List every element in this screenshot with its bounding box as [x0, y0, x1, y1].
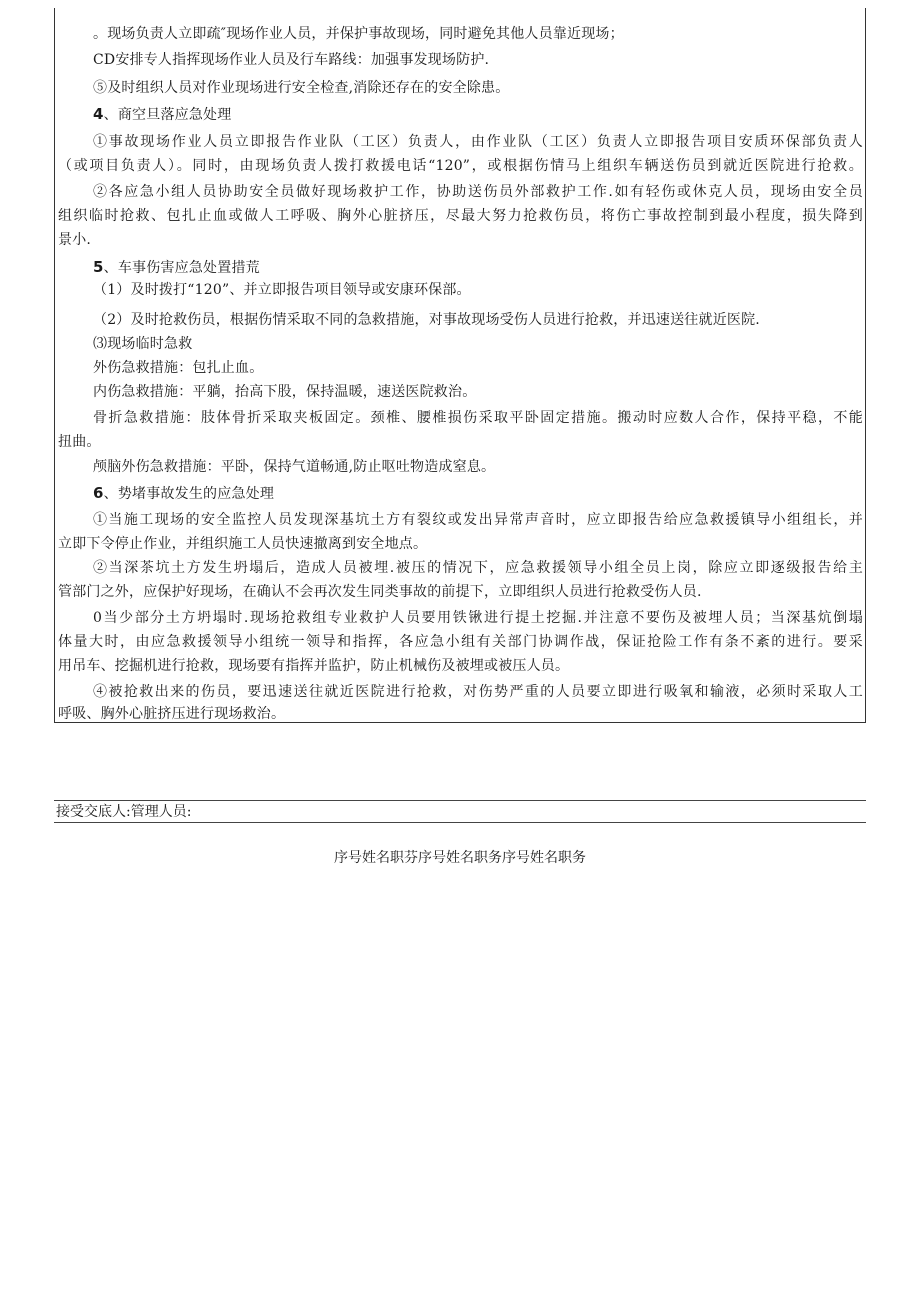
heading-number: 4	[93, 105, 104, 123]
paragraph-line: （1）及时拨打“120”、并立即报告项目领导或安康环保部。	[93, 282, 471, 298]
heading-text: 、车事伤害应急处置措荒	[103, 260, 260, 276]
paragraph-line: 用吊车、挖掘机进行抢救，现场要有指挥并监护，防止机械伤及被埋或被压人员。	[58, 658, 570, 674]
paragraph-line: 体量大时，由应急救援领导小组统一领导和指挥，各应急小组有关部门协调作战，保证抢险工作有条不紊的进行。要采	[58, 634, 863, 650]
paragraph-line: 呼吸、胸外心脏挤压进行现场救治。	[58, 706, 286, 722]
paragraph-line: ①事故现场作业人员立即报告作业队（工区）负责人，由作业队（工区）负责人立即报告项目安质环保部负责人	[93, 134, 863, 150]
receiver-label: 接受交底人:管理人员:	[56, 804, 192, 820]
paragraph-line: 颅脑外伤急救措施：平卧，保持气道畅通,防止呕吐物造成窒息。	[93, 459, 496, 475]
paragraph-line: （或项目负责人）。同时，由现场负责人拨打救援电话“120”，或根据伤情马上组织车辆送伤员到就近医院进行抢救。	[58, 158, 863, 174]
paragraph-line: 景小.	[58, 232, 92, 248]
sequence-header: 序号姓名职芬序号姓名职务序号姓名职务	[334, 850, 586, 866]
section-heading-6	[93, 483, 274, 504]
heading-number: 6	[93, 484, 104, 502]
section-heading-4	[93, 104, 231, 125]
paragraph-line: （2）及时抢救伤员，根据伤情采取不同的急救措施，对事故现场受伤人员进行抢救，并迅速送往就近医院.	[93, 312, 760, 328]
paragraph-line: 骨折急救措施：肢体骨折采取夹板固定。颈椎、腰椎损伤采取平卧固定措施。搬动时应数人合作，保持平稳，不能	[93, 410, 863, 426]
divider-top	[54, 800, 866, 801]
heading-text: 、商空旦落应急处理	[103, 107, 232, 123]
paragraph-line: 扭曲。	[58, 434, 101, 450]
paragraph-line: ⑤及时组织人员对作业现场进行安全检查,消除还存在的安全除患。	[93, 80, 510, 96]
paragraph-line: ②各应急小组人员协助安全员做好现场救护工作，协助送伤员外部救护工作.如有轻伤或休克人员，现场由安全员	[93, 184, 863, 200]
paragraph-line: ①当施工现场的安全监控人员发现深基坑土方有裂纹或发出异常声音时，应立即报告给应急救援镇导小组组长，并	[93, 512, 863, 528]
paragraph-line: ④被抢救出来的伤员，要迅速送往就近医院进行抢救，对伤势严重的人员要立即进行吸氧和输液，必须时采取人工	[93, 684, 863, 700]
paragraph-line: CD安排专人指挥现场作业人员及行车路线：加强事发现场防护.	[93, 52, 490, 68]
section-heading-5	[93, 257, 260, 278]
paragraph-line: ⑶现场临时急救	[93, 336, 193, 352]
paragraph-line: ②当深茶坑土方发生坍塌后，造成人员被埋.被压的情况下，应急救援领导小组全员上岗，除应立即逐级报告给主	[93, 560, 863, 576]
heading-number: 5	[93, 258, 104, 276]
paragraph-line: 组织临时抢救、包扎止血或做人工呼吸、胸外心脏挤压，尽最大努力抢救伤员，将伤亡事故控制到最小程度，损失降到	[58, 208, 863, 224]
divider-bottom	[54, 822, 866, 823]
heading-text: 、势堵事故发生的应急处理	[103, 486, 275, 502]
paragraph-line: 管部门之外，应保护好现场，在确认不会再次发生同类事故的前提下，立即组织人员进行抢救受伤人员.	[58, 584, 702, 600]
paragraph-line: 0当少部分土方坍塌时.现场抢救组专业救护人员要用铁锹进行提土挖掘.并注意不要伤及被埋人员；当深基炕倒塌	[93, 610, 863, 626]
paragraph-line: 外伤急救措施：包扎止血。	[93, 360, 264, 376]
paragraph-line: 内伤急救措施：平躺，抬高下股，保持温暖，速送医院救治。	[93, 384, 477, 400]
paragraph-line: 立即下令停止作业，并组织施工人员快速撤离到安全地点。	[58, 536, 428, 552]
paragraph-line: 。现场负责人立即疏″现场作业人员，并保护事故现场，同时避免其他人员靠近现场；	[93, 26, 624, 42]
